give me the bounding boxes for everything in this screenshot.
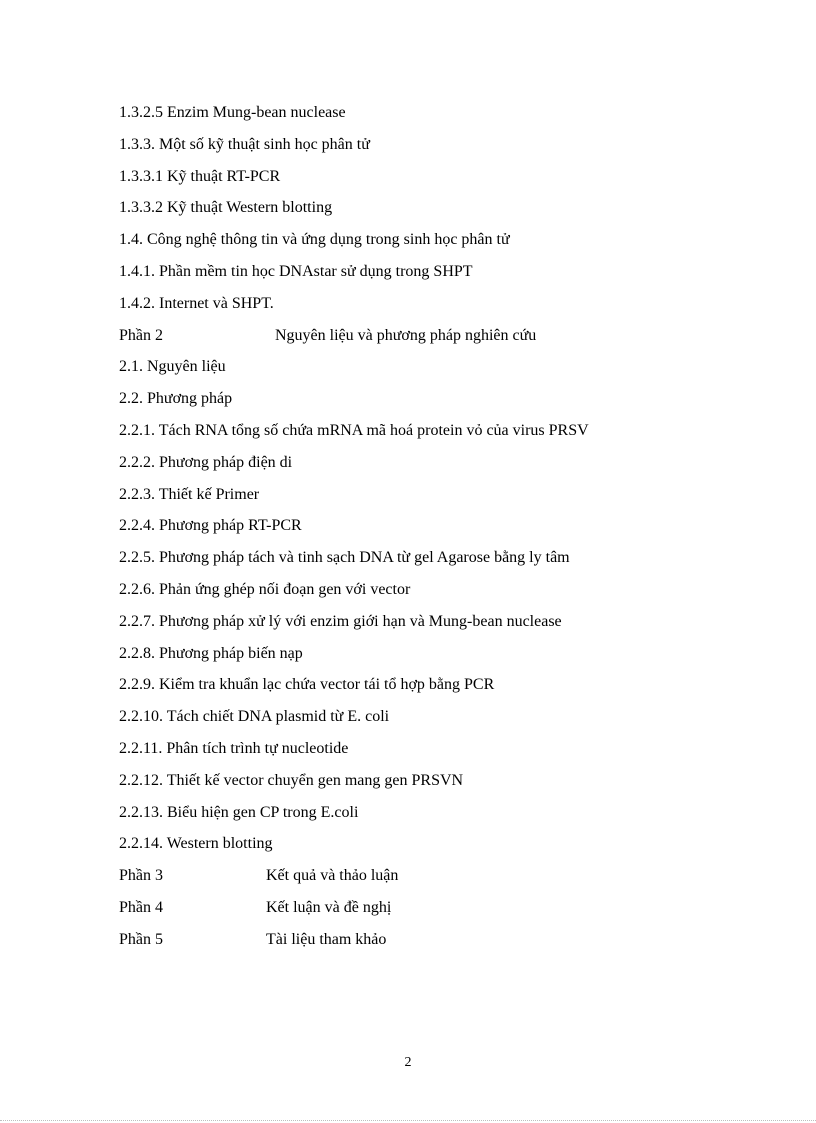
toc-entry: 2.2.11. Phân tích trình tự nucleotide bbox=[119, 739, 349, 757]
part-title: Tài liệu tham khảo bbox=[266, 930, 387, 948]
part-label: Phần 3 bbox=[119, 867, 163, 885]
toc-part-heading bbox=[119, 865, 759, 897]
toc-part-heading bbox=[119, 929, 759, 961]
toc-part-heading bbox=[119, 325, 759, 357]
toc-entry: 1.3.3. Một số kỹ thuật sinh học phân tử bbox=[119, 135, 370, 153]
toc-entry: 2.2.8. Phương pháp biến nạp bbox=[119, 644, 303, 662]
toc-entry: 2.2.3. Thiết kế Primer bbox=[119, 485, 260, 503]
toc-entry: 2.2.10. Tách chiết DNA plasmid từ E. coli bbox=[119, 708, 390, 726]
table-of-contents bbox=[119, 102, 759, 961]
toc-entry: 2.2.6. Phản ứng ghép nối đoạn gen với vector bbox=[119, 580, 411, 598]
toc-entry: 2.2.12. Thiết kế vector chuyển gen mang gen PRSVN bbox=[119, 771, 464, 789]
toc-entry: 2.2.13. Biểu hiện gen CP trong E.coli bbox=[119, 803, 359, 821]
toc-entry: 1.3.3.1 Kỹ thuật RT-PCR bbox=[119, 167, 281, 185]
toc-entry: 1.4. Công nghệ thông tin và ứng dụng trong sinh học phân tử bbox=[119, 231, 510, 249]
toc-entry: 1.3.2.5 Enzim Mung-bean nuclease bbox=[119, 104, 346, 121]
part-title: Kết quả và thảo luận bbox=[266, 867, 399, 885]
toc-entry: 2.2.5. Phương pháp tách và tinh sạch DNA từ gel Agarose bằng ly tâm bbox=[119, 549, 570, 567]
part-label: Phần 5 bbox=[119, 930, 163, 948]
toc-entry: 1.4.2. Internet và SHPT. bbox=[119, 294, 274, 312]
toc-entry: 2.1. Nguyên liệu bbox=[119, 358, 226, 376]
page-number: 2 bbox=[404, 1055, 412, 1070]
toc-entry: 2.2.4. Phương pháp RT-PCR bbox=[119, 517, 302, 535]
toc-entry: 2.2.7. Phương pháp xử lý với enzim giới hạn và Mung-bean nuclease bbox=[119, 612, 562, 630]
part-label: Phần 4 bbox=[119, 898, 163, 916]
toc-entry: 1.4.1. Phần mềm tin học DNAstar sử dụng trong SHPT bbox=[119, 262, 473, 280]
toc-entry: 2.2.2. Phương pháp điện di bbox=[119, 453, 293, 471]
toc-entry: 2.2.14. Western blotting bbox=[119, 835, 273, 853]
toc-entry: 2.2.1. Tách RNA tổng số chứa mRNA mã hoá protein vỏ của virus PRSV bbox=[119, 421, 589, 439]
toc-entry: 2.2.9. Kiểm tra khuẩn lạc chứa vector tái tổ hợp bằng PCR bbox=[119, 676, 495, 694]
toc-entry: 2.2. Phương pháp bbox=[119, 390, 233, 408]
part-title: Kết luận và đề nghị bbox=[266, 898, 392, 916]
part-title: Nguyên liệu và phương pháp nghiên cứu bbox=[275, 326, 537, 344]
page-bottom-rule bbox=[0, 1120, 816, 1121]
toc-entry: 1.3.3.2 Kỹ thuật Western blotting bbox=[119, 199, 333, 217]
toc-part-heading bbox=[119, 897, 759, 929]
part-label: Phần 2 bbox=[119, 326, 163, 344]
